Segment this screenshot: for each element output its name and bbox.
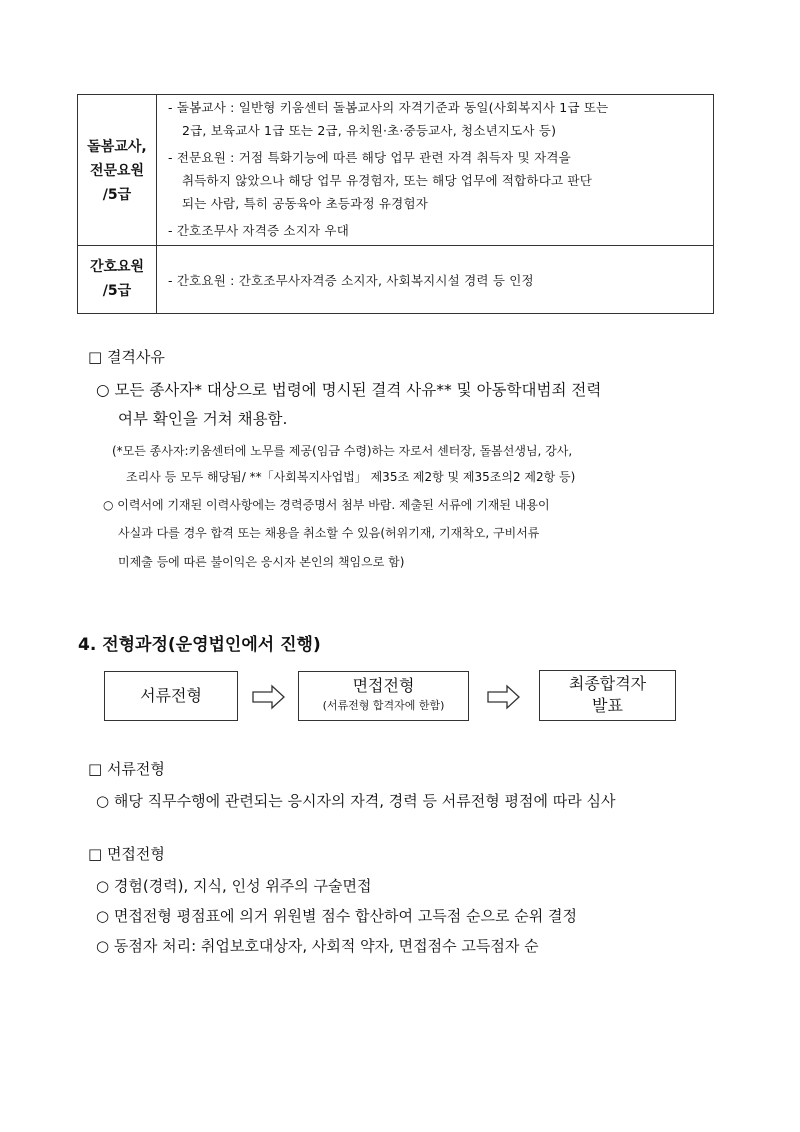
row-header-line: /5급: [102, 283, 132, 299]
row-header-line: 간호요원: [89, 259, 145, 275]
interview-title: □ 면접전형: [88, 845, 165, 863]
disqualification-bullet-1-cont: 여부 확인을 거쳐 채용함.: [118, 410, 288, 428]
flow-step-final-announcement: [539, 670, 676, 721]
flow-step-label: 면접전형: [352, 676, 415, 695]
requirement-line: 취득하지 않았으나 해당 업무 유경험자, 또는 해당 업무에 적합하다고 판단: [182, 173, 592, 188]
interview-bullet: ○ 경험(경력), 지식, 인성 위주의 구술면접: [96, 877, 372, 895]
hollow-right-arrow-icon: [252, 684, 286, 710]
doc-screening-title: □ 서류전형: [88, 760, 165, 778]
disqualification-bullet-2-cont2: 미제출 등에 따른 불이익은 응시자 본인의 책임으로 함): [118, 555, 405, 569]
flow-step-document-screening: [104, 671, 238, 721]
requirement-line: 2급, 보육교사 1급 또는 2급, 유치원·초·중등교사, 청소년지도사 등): [182, 123, 557, 138]
requirement-line: - 간호요원 : 간호조무사자격증 소지자, 사회복지시설 경력 등 인정: [168, 273, 534, 288]
requirement-line: - 전문요원 : 거점 특화기능에 따른 해당 업무 관련 자격 취득자 및 자격을: [168, 150, 571, 165]
table-column-divider: [156, 95, 157, 313]
flow-step-label: 최종합격자: [568, 674, 647, 693]
disqualification-bullet-2: ○ 이력서에 기재된 이력사항에는 경력증명서 첨부 바람. 제출된 서류에 기재된 내용이: [103, 498, 550, 512]
flow-step-note: (서류전형 합격자에 한함): [322, 699, 445, 712]
interview-bullet: ○ 동점자 처리: 취업보호대상자, 사회적 약자, 면접점수 고득점자 순: [96, 937, 539, 955]
table-cell-teacher-requirements: [168, 96, 608, 242]
row-header-line: 전문요원: [89, 163, 145, 179]
disqualification-title: □ 결격사유: [88, 348, 165, 366]
interview-bullet: ○ 면접전형 평점표에 의거 위원별 점수 합산하여 고득점 순으로 순위 결정: [96, 907, 577, 925]
table-cell-nurse-requirements: [168, 269, 534, 292]
requirement-line: - 간호조무사 자격증 소지자 우대: [168, 223, 349, 238]
disqualification-note-1: (*모든 종사자:키움센터에 노무를 제공(임금 수령)하는 자로서 센터장, 돌봄선생님, 강사,: [112, 444, 573, 458]
qualification-table: [77, 94, 714, 314]
requirement-line: 되는 사람, 특히 공동육아 초등과정 유경험자: [182, 196, 428, 211]
disqualification-bullet-1: ○ 모든 종사자* 대상으로 법령에 명시된 결격 사유** 및 아동학대범죄 전력: [96, 381, 602, 399]
flow-step-label: 서류전형: [140, 686, 202, 705]
table-row-header-teacher: [78, 135, 156, 207]
table-row-header-nurse: [78, 255, 156, 303]
hollow-right-arrow-icon: [487, 684, 521, 710]
flow-step-interview: [298, 671, 469, 721]
flow-step-label: 발표: [592, 696, 623, 715]
row-header-line: /5급: [102, 187, 132, 203]
table-row-divider: [78, 245, 713, 246]
requirement-line: - 돌봄교사 : 일반형 키움센터 돌봄교사의 자격기준과 동일(사회복지사 1급 또는: [168, 100, 609, 115]
doc-screening-bullet: ○ 해당 직무수행에 관련되는 응시자의 자격, 경력 등 서류전형 평점에 따라 심사: [96, 792, 616, 810]
row-header-line: 돌봄교사,: [87, 139, 147, 155]
disqualification-bullet-2-cont: 사실과 다를 경우 합격 또는 채용을 취소할 수 있음(허위기재, 기재착오, 구비서류: [118, 526, 540, 540]
disqualification-note-2: 조리사 등 모두 해당됨/ **「사회복지사업법」 제35조 제2항 및 제35조의2 제2항 등): [126, 470, 576, 484]
section-title: 4. 전형과정(운영법인에서 진행): [78, 635, 321, 655]
